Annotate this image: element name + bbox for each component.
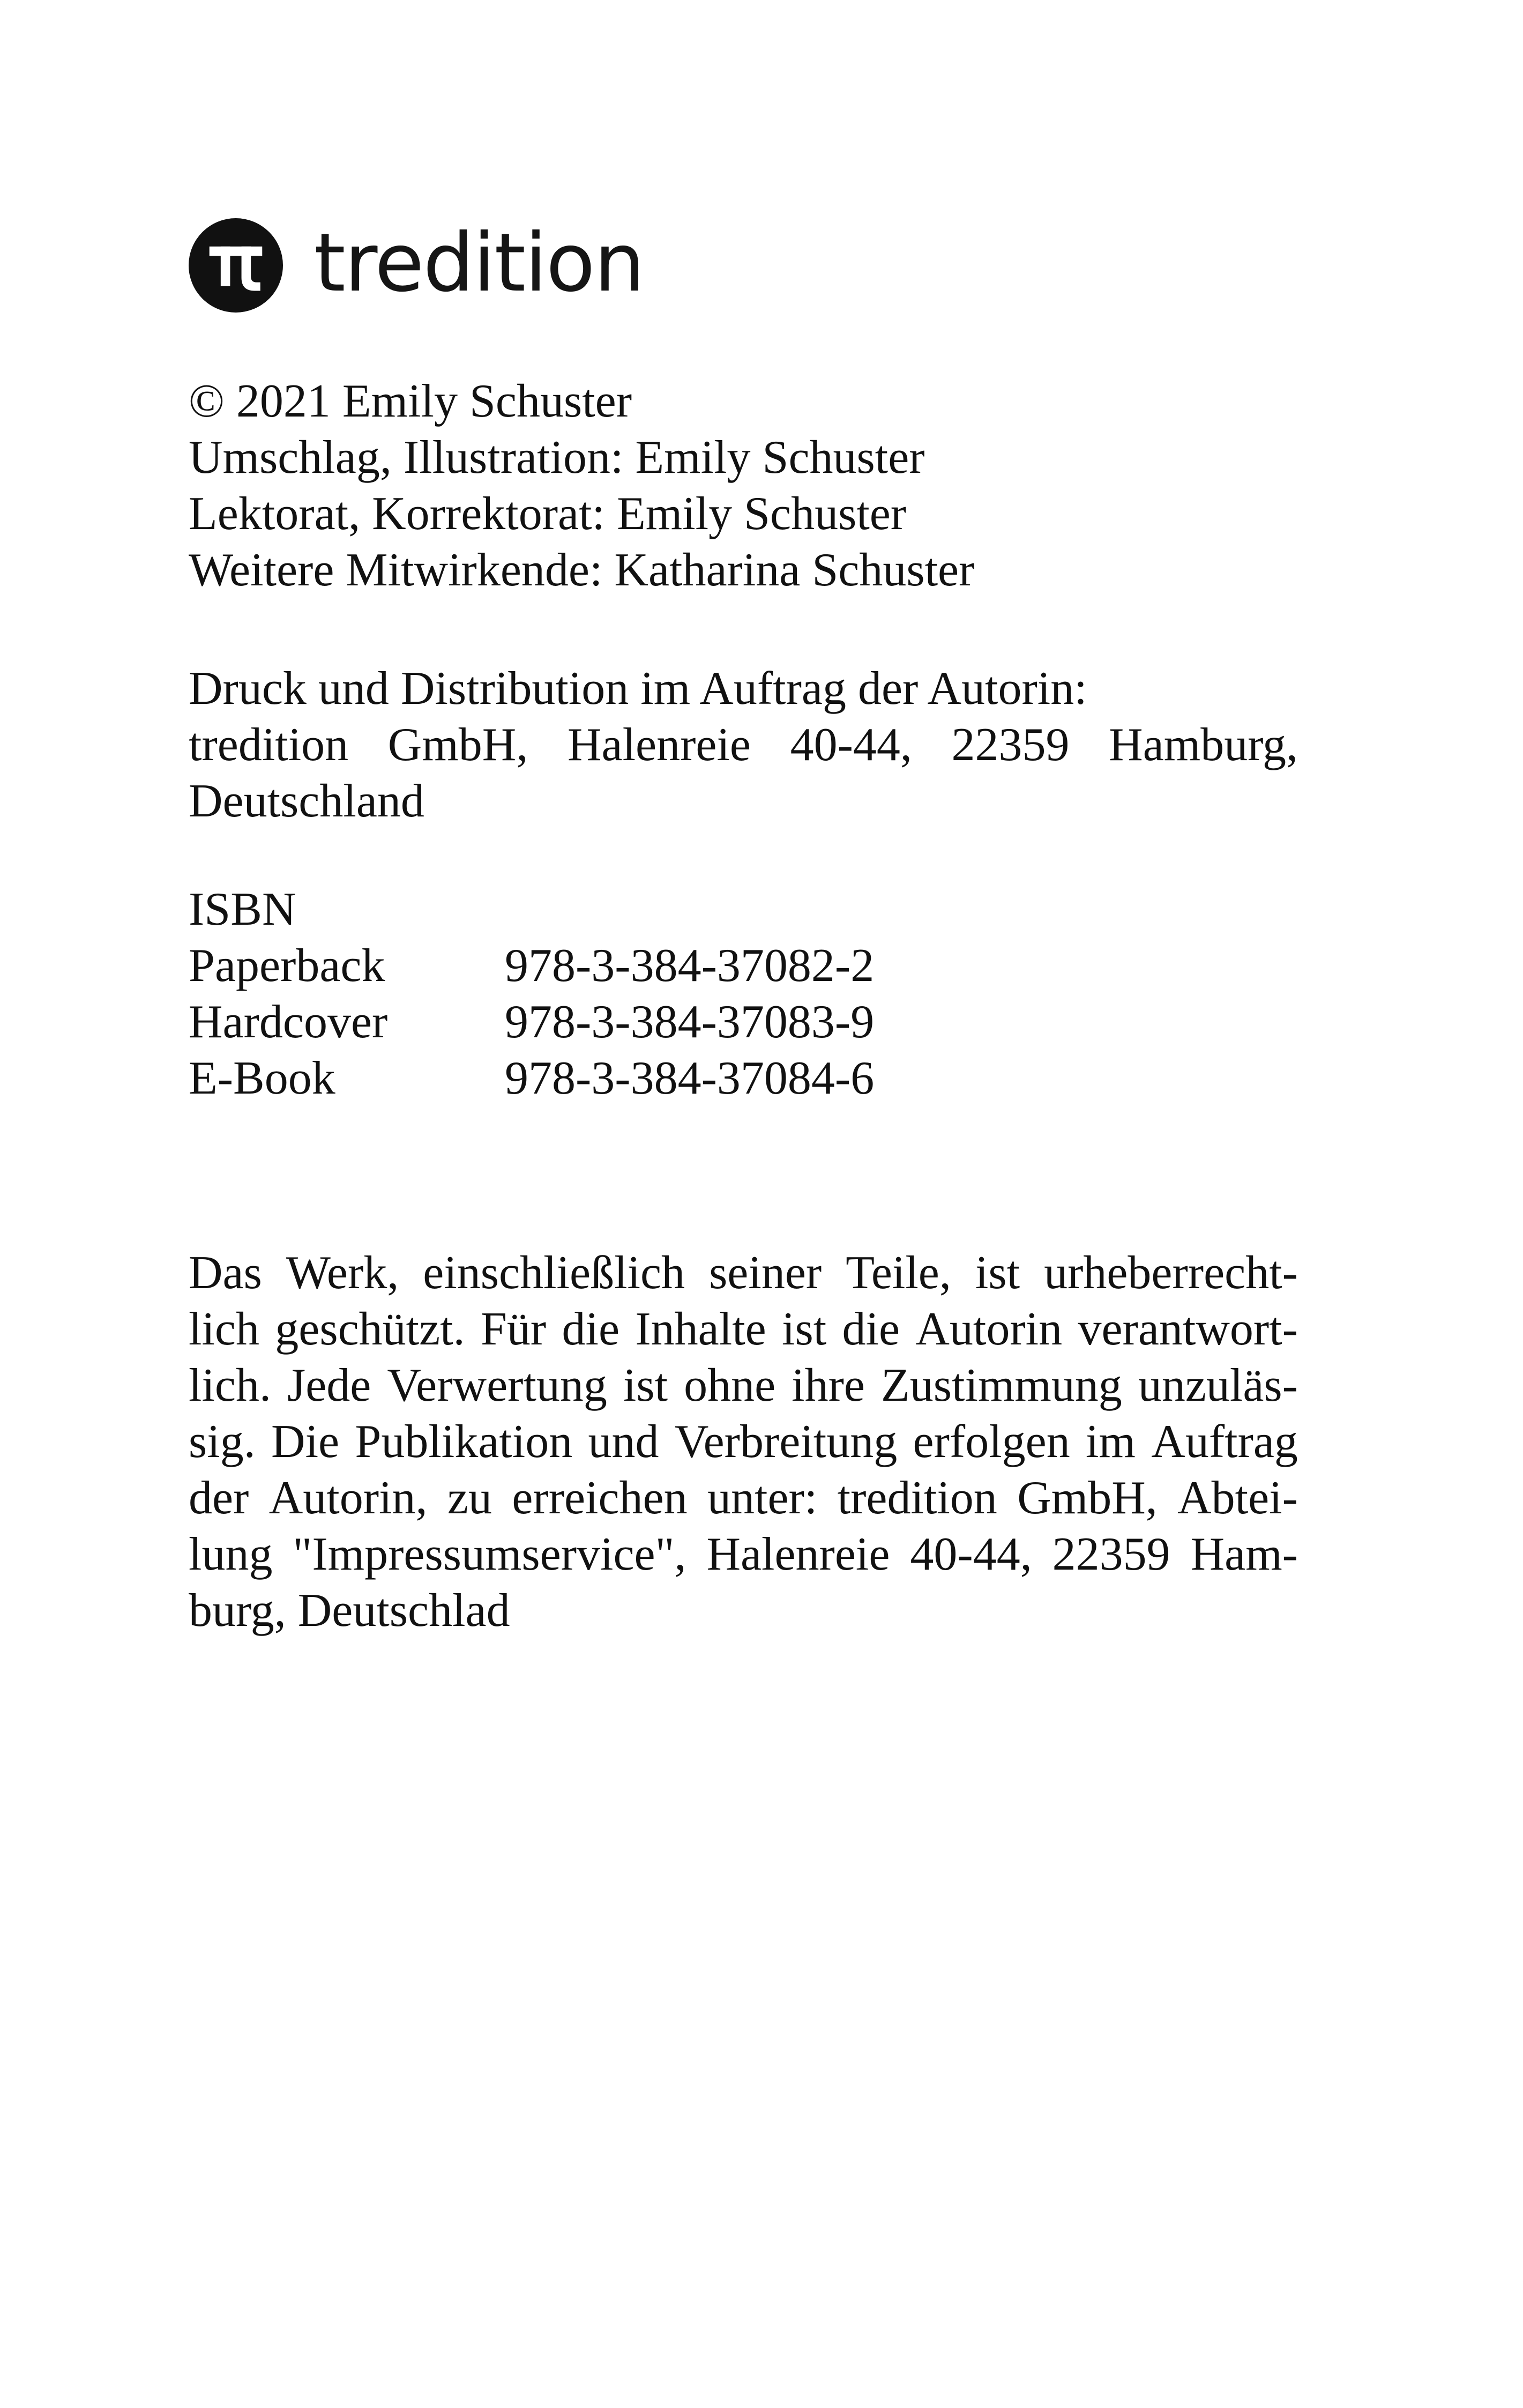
legal-notice [189, 1245, 1298, 1639]
publisher-name: tredition [314, 217, 644, 310]
legal-notice-word: Teile, [846, 1247, 951, 1299]
legal-notice-word: Zustimmung [881, 1359, 1122, 1411]
legal-notice-word: lich [189, 1303, 259, 1355]
legal-notice-word: Das [189, 1247, 262, 1299]
legal-notice-line [189, 1526, 1298, 1582]
legal-notice-word: ist [975, 1247, 1020, 1299]
legal-notice-word: Auftrag [1151, 1416, 1298, 1468]
legal-notice-word: Jede [287, 1359, 371, 1411]
legal-notice-line [189, 1357, 1298, 1414]
cover-illustration-credit: Umschlag, Illustration: Emily Schuster [189, 432, 925, 484]
legal-notice-word: die [842, 1303, 900, 1355]
isbn-format: Hardcover [189, 996, 388, 1048]
address-word: 22359 [951, 719, 1070, 771]
tredition-logo-icon [189, 218, 283, 313]
legal-notice-word: "Impressumservice", [293, 1528, 686, 1580]
legal-notice-word: Für [480, 1303, 547, 1355]
legal-notice-word: unzuläs- [1138, 1359, 1298, 1411]
legal-notice-line [189, 1301, 1298, 1357]
distribution-block [189, 660, 1298, 829]
legal-notice-word: unter: [707, 1472, 818, 1524]
legal-notice-word: ihre [792, 1359, 865, 1411]
legal-notice-word: Publikation [355, 1416, 573, 1468]
legal-notice-word: Halenreie [706, 1528, 890, 1580]
legal-notice-line [189, 1470, 1298, 1526]
legal-notice-word: GmbH, [1017, 1472, 1158, 1524]
legal-notice-word: Autorin [915, 1303, 1063, 1355]
copyright-line: © 2021 Emily Schuster [189, 375, 632, 427]
legal-notice-word: 22359 [1052, 1528, 1170, 1580]
address-word: Halenreie [567, 719, 751, 771]
credits-block [189, 373, 1298, 598]
legal-notice-word: und [588, 1416, 659, 1468]
legal-notice-word: urheberrecht- [1044, 1247, 1298, 1299]
address-word: GmbH, [387, 719, 528, 771]
legal-notice-word: Ham- [1190, 1528, 1298, 1580]
address-word: tredition [189, 719, 349, 771]
legal-notice-word: burg, Deutschlad [189, 1585, 510, 1637]
isbn-number: 978-3-384-37083-9 [505, 996, 875, 1048]
legal-notice-word: sig. [189, 1416, 256, 1468]
isbn-number: 978-3-384-37082-2 [505, 940, 875, 992]
legal-notice-word: erfolgen [913, 1416, 1070, 1468]
isbn-heading: ISBN [189, 883, 296, 935]
legal-notice-word: zu [447, 1472, 492, 1524]
legal-notice-word: Autorin, [268, 1472, 428, 1524]
legal-notice-word: geschützt. [275, 1303, 465, 1355]
legal-notice-word: lich. [189, 1359, 271, 1411]
legal-notice-word: Verbreitung [674, 1416, 898, 1468]
isbn-number: 978-3-384-37084-6 [505, 1052, 875, 1104]
publisher-address-line [189, 717, 1298, 773]
distribution-line: Druck und Distribution im Auftrag der Autorin: [189, 663, 1087, 715]
isbn-format: E-Book [189, 1052, 335, 1104]
legal-notice-line [189, 1582, 1298, 1639]
isbn-block [189, 881, 1298, 1106]
legal-notice-word: Die [271, 1416, 340, 1468]
contributors-credit: Weitere Mitwirkende: Katharina Schuster [189, 544, 975, 596]
legal-notice-word: Werk, [286, 1247, 399, 1299]
legal-notice-word: im [1086, 1416, 1136, 1468]
legal-notice-word: einschließlich [423, 1247, 685, 1299]
legal-notice-word: Verwertung [387, 1359, 607, 1411]
isbn-row [189, 938, 1298, 994]
legal-notice-word: ist [623, 1359, 668, 1411]
legal-notice-word: ohne [684, 1359, 776, 1411]
legal-notice-word: ist [782, 1303, 827, 1355]
legal-notice-word: seiner [709, 1247, 822, 1299]
address-word: Hamburg, [1109, 719, 1298, 771]
publisher-logo [189, 214, 644, 316]
legal-notice-word: die [562, 1303, 620, 1355]
legal-notice-line [189, 1414, 1298, 1470]
legal-notice-word: verantwort- [1078, 1303, 1298, 1355]
editing-credit: Lektorat, Korrektorat: Emily Schuster [189, 488, 907, 540]
isbn-format: Paperback [189, 940, 385, 992]
legal-notice-word: der [189, 1472, 249, 1524]
isbn-row [189, 994, 1298, 1050]
legal-notice-word: 40-44, [910, 1528, 1032, 1580]
legal-notice-line [189, 1245, 1298, 1301]
address-country: Deutschland [189, 775, 424, 827]
legal-notice-word: erreichen [512, 1472, 688, 1524]
legal-notice-word: Abtei- [1177, 1472, 1298, 1524]
legal-notice-word: tredition [837, 1472, 997, 1524]
legal-notice-word: Inhalte [635, 1303, 766, 1355]
legal-notice-word: lung [189, 1528, 273, 1580]
address-word: 40-44, [790, 719, 912, 771]
isbn-row [189, 1050, 1298, 1106]
